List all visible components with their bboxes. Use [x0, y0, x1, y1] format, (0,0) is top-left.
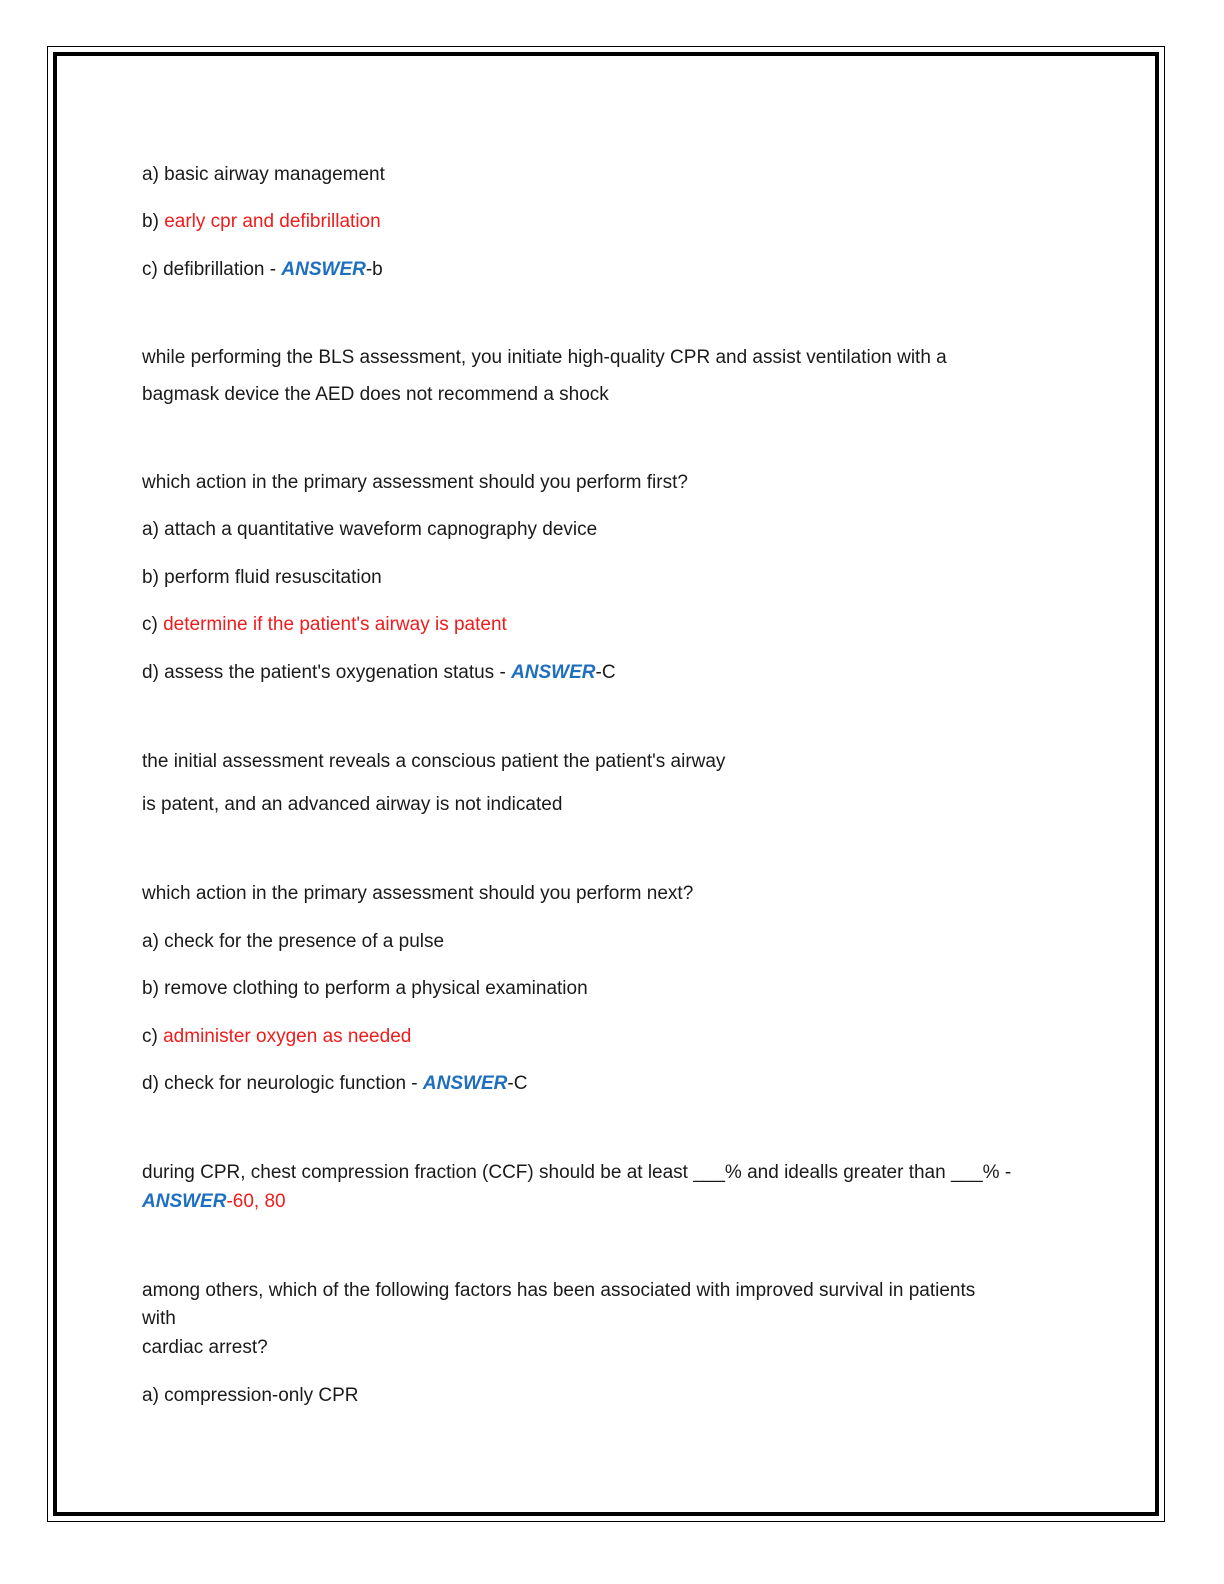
q3-question: which action in the primary assessment should you perform next? [142, 883, 694, 904]
q2-option-c [142, 613, 507, 637]
q3-scenario-line2: is patent, and an advanced airway is not indicated [142, 794, 563, 815]
q2-scenario-line1: while performing the BLS assessment, you initiate high-quality CPR and assist ventilation with a [142, 347, 947, 368]
q5-question-line3: cardiac arrest? [142, 1337, 268, 1358]
q3-scenario-line1: the initial assessment reveals a conscious patient the patient's airway [142, 751, 726, 772]
q4-answer-label: ANSWER [142, 1191, 227, 1212]
q3-option-c-correct-text: administer oxygen as needed [163, 1026, 412, 1047]
q2-question: which action in the primary assessment should you perform first? [142, 472, 688, 493]
q1-answer-value: -b [365, 259, 383, 280]
q3-option-d-text: d) check for neurologic function - [142, 1073, 423, 1094]
q1-option-c-text: c) defibrillation - [142, 259, 282, 280]
q5-question-line1: among others, which of the following factors has been associated with improved survival in patients [142, 1280, 976, 1301]
q5-question-line2: with [142, 1308, 176, 1329]
q3-option-b: b) remove clothing to perform a physical examination [142, 978, 588, 999]
q1-option-a [142, 163, 385, 187]
q5-option-a: a) compression-only CPR [142, 1385, 359, 1406]
q2-option-b: b) perform fluid resuscitation [142, 567, 382, 588]
q3-answer-label: ANSWER [422, 1073, 508, 1094]
q3-option-c [142, 1025, 411, 1049]
q3-option-d [142, 1072, 527, 1096]
q2-option-d [142, 661, 616, 685]
q1-option-a-text: a) basic airway management [142, 164, 385, 185]
q2-answer-label: ANSWER [511, 662, 596, 683]
q4-question: during CPR, chest compression fraction (CCF) should be at least ___% and idealls greater than ___% - [142, 1162, 1012, 1183]
q4-answer-value: -60, 80 [226, 1191, 286, 1212]
q1-answer-label: ANSWER [281, 259, 366, 280]
q2-option-d-text: d) assess the patient's oxygenation status - [142, 662, 512, 683]
q1-option-b-correct-text: early cpr and defibrillation [164, 211, 381, 232]
q1-option-c [142, 258, 383, 282]
q2-option-a: a) attach a quantitative waveform capnography device [142, 519, 598, 540]
q2-option-c-prefix: c) [142, 614, 164, 635]
q2-option-c-correct-text: determine if the patient's airway is patent [163, 614, 507, 635]
q3-answer-value: -C [507, 1073, 528, 1094]
q2-scenario-line2: bagmask device the AED does not recommend a shock [142, 384, 609, 405]
q3-option-c-prefix: c) [142, 1026, 164, 1047]
q4-answer [142, 1190, 286, 1214]
q1-option-b-prefix: b) [142, 211, 165, 232]
q3-option-a: a) check for the presence of a pulse [142, 931, 445, 952]
q2-answer-value: -C [595, 662, 616, 683]
q1-option-b [142, 210, 381, 234]
